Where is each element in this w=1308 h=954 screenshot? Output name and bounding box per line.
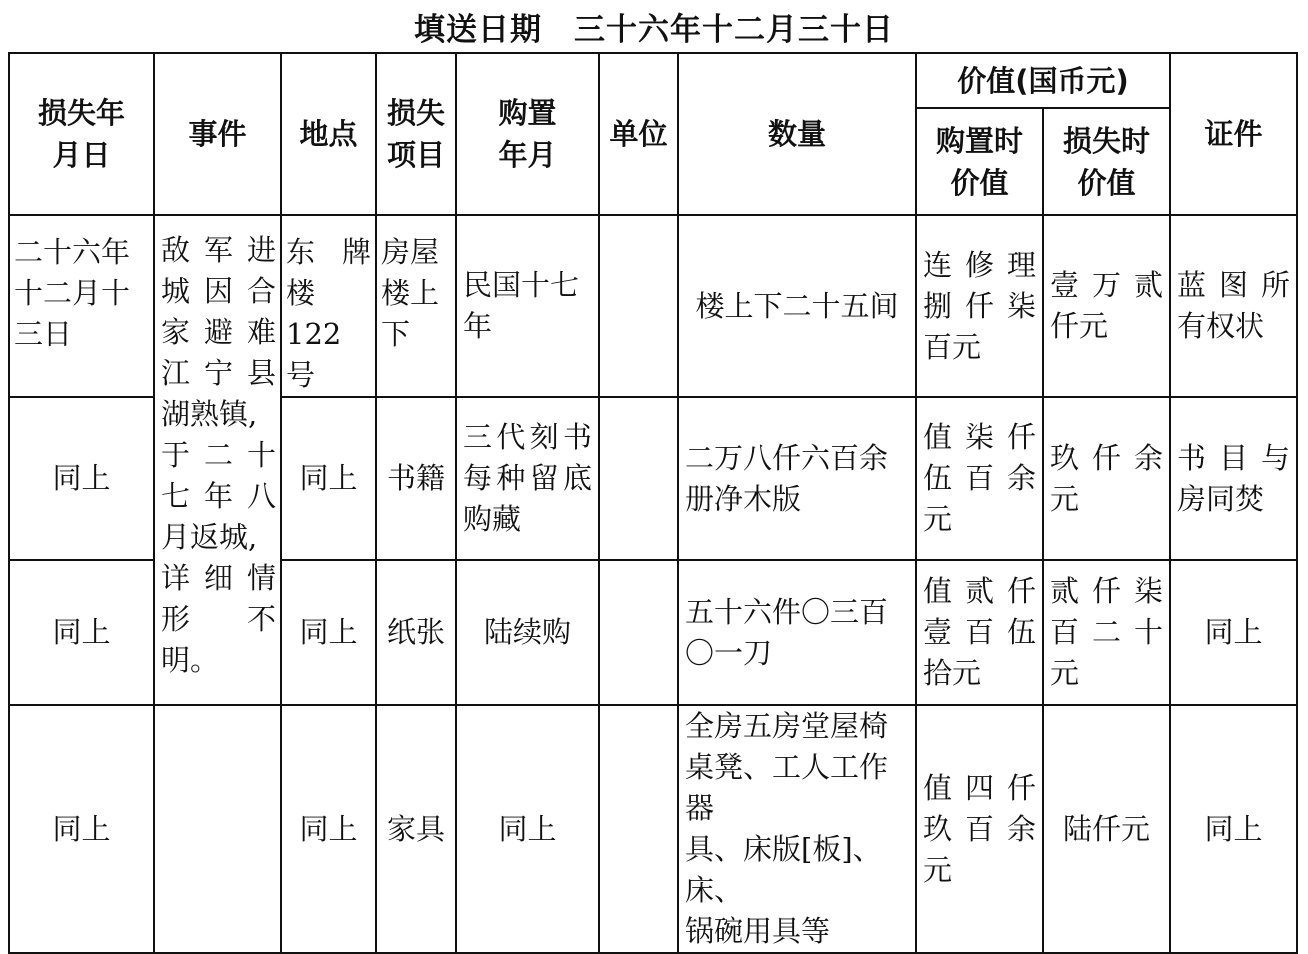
event-cell: 敌军进 城因合 家避难 江宁县 湖熟镇, 于二十 七年八 月返城, 详细情 形不明。 (154, 215, 281, 705)
table-row (9, 215, 1297, 397)
value-purchase-cell: 值四仟 玖百余 元 (916, 705, 1043, 953)
value-loss-cell: 壹万贰 仟元 (1043, 215, 1170, 397)
location-cell: 同上 (281, 397, 376, 560)
loss-date-cell: 同上 (9, 560, 154, 705)
value-loss-cell: 玖仟余 元 (1043, 397, 1170, 560)
header-loss-date: 损失年 月日 (9, 53, 154, 215)
header-row (9, 53, 1297, 108)
item-cell: 书籍 (376, 397, 456, 560)
unit-cell (599, 397, 678, 560)
header-proof: 证件 (1170, 53, 1297, 215)
header-location: 地点 (281, 53, 376, 215)
unit-cell (599, 560, 678, 705)
quantity-cell: 全房五房堂屋椅 桌凳、工人工作器 具、床版[板]、床、 锅碗用具等 (678, 705, 916, 953)
location-cell: 同上 (281, 560, 376, 705)
loss-date-cell: 二十六年 十二月十 三日 (9, 215, 154, 397)
quantity-cell: 五十六件〇三百 〇一刀 (678, 560, 916, 705)
value-purchase-cell: 值柒仟 伍百余 元 (916, 397, 1043, 560)
event-cell-empty (154, 705, 281, 953)
header-value-at-purchase: 购置时 价值 (916, 108, 1043, 215)
form-date-title: 填送日期 三十六年十二月三十日 (414, 12, 894, 48)
quantity-cell: 二万八仟六百余 册净木版 (678, 397, 916, 560)
loss-date-cell: 同上 (9, 705, 154, 953)
proof-cell: 蓝图所 有权状 (1170, 215, 1297, 397)
item-cell: 纸张 (376, 560, 456, 705)
item-cell: 房屋 楼上 下 (376, 215, 456, 397)
header-purchase-date: 购置 年月 (456, 53, 599, 215)
quantity-cell: 楼上下二十五间 (678, 215, 916, 397)
header-value-at-loss: 损失时 价值 (1043, 108, 1170, 215)
value-purchase-cell: 连修理 捌仟柒 百元 (916, 215, 1043, 397)
header-value-group: 价值(国币元) (916, 53, 1170, 108)
proof-cell: 书目与 房同焚 (1170, 397, 1297, 560)
location-cell: 同上 (281, 705, 376, 953)
purchase-date-cell: 同上 (456, 705, 599, 953)
loss-date-cell: 同上 (9, 397, 154, 560)
purchase-date-cell: 民国十七 年 (456, 215, 599, 397)
header-unit: 单位 (599, 53, 678, 215)
table-row (9, 705, 1297, 953)
unit-cell (599, 215, 678, 397)
header-loss-item: 损失 项目 (376, 53, 456, 215)
proof-cell: 同上 (1170, 705, 1297, 953)
header-event: 事件 (154, 53, 281, 215)
loss-report-table (8, 52, 1298, 954)
purchase-date-cell: 三代刻书 每种留底 购藏 (456, 397, 599, 560)
proof-cell: 同上 (1170, 560, 1297, 705)
header-quantity: 数量 (678, 53, 916, 215)
unit-cell (599, 705, 678, 953)
value-loss-cell: 陆仟元 (1043, 705, 1170, 953)
location-cell: 东牌 楼 122 号 (281, 215, 376, 397)
value-purchase-cell: 值贰仟 壹百伍 拾元 (916, 560, 1043, 705)
item-cell: 家具 (376, 705, 456, 953)
purchase-date-cell: 陆续购 (456, 560, 599, 705)
value-loss-cell: 贰仟柒 百二十 元 (1043, 560, 1170, 705)
